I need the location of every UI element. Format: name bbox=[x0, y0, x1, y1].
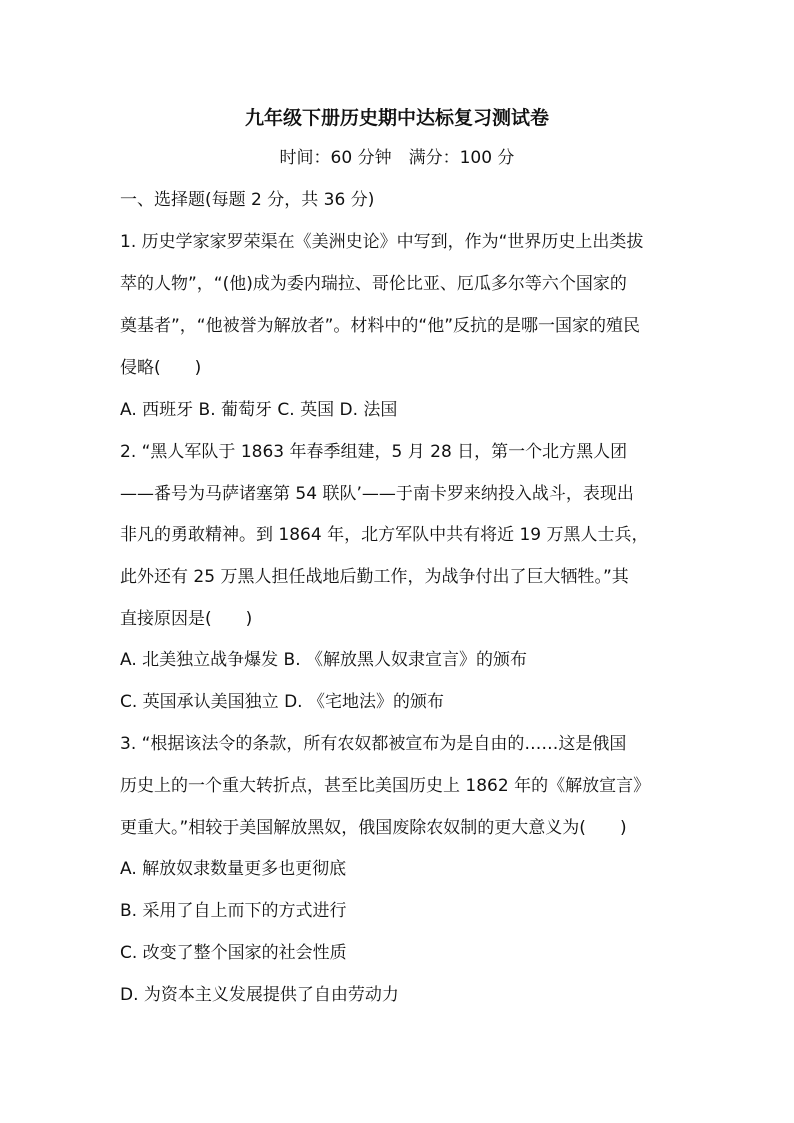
q2-line-3: 非凡的勇敢精神。到 1864 年，北方军队中共有将近 19 万黑人士兵， bbox=[120, 525, 649, 545]
exam-meta: 时间：60 分钟 满分：100 分 bbox=[279, 148, 515, 168]
q3-line-3: 更重大。”相较于美国解放黑奴，俄国废除农奴制的更大意义为( ) bbox=[120, 818, 627, 838]
q1-options: A. 西班牙 B. 葡萄牙 C. 英国 D. 法国 bbox=[120, 400, 398, 420]
q2-line-1: 2. “黑人军队于 1863 年春季组建，5 月 28 日，第一个北方黑人团 bbox=[120, 442, 628, 462]
q2-options-2: C. 英国承认美国独立 D. 《宅地法》的颁布 bbox=[120, 692, 444, 712]
q3-option-b: B. 采用了自上而下的方式进行 bbox=[120, 901, 347, 921]
exam-title: 九年级下册历史期中达标复习测试卷 bbox=[244, 107, 549, 129]
q2-options-1: A. 北美独立战争爆发 B. 《解放黑人奴隶宣言》的颁布 bbox=[120, 650, 528, 670]
q3-option-a: A. 解放奴隶数量更多也更彻底 bbox=[120, 859, 347, 879]
q3-option-c: C. 改变了整个国家的社会性质 bbox=[120, 943, 347, 963]
q1-line-3: 奠基者”，“他被誉为解放者”。材料中的“他”反抗的是哪一国家的殖民 bbox=[120, 316, 641, 336]
q1-line-2: 萃的人物”，“(他)成为委内瑞拉、哥伦比亚、厄瓜多尔等六个国家的 bbox=[120, 274, 627, 294]
q3-line-2: 历史上的一个重大转折点，甚至比美国历史上 1862 年的《解放宣言》 bbox=[120, 776, 651, 796]
q1-line-4: 侵略( ) bbox=[120, 358, 202, 378]
q3-option-d: D. 为资本主义发展提供了自由劳动力 bbox=[120, 985, 399, 1005]
q2-line-2: ——番号为马萨诸塞第 54 联队’——于南卡罗来纳投入战斗，表现出 bbox=[120, 484, 634, 504]
section-heading: 一、选择题(每题 2 分，共 36 分) bbox=[120, 190, 375, 210]
q1-line-1: 1. 历史学家家罗荣渠在《美洲史论》中写到，作为“世界历史上出类拔 bbox=[120, 232, 644, 252]
q2-line-4: 此外还有 25 万黑人担任战地后勤工作，为战争付出了巨大牺牲。”其 bbox=[120, 567, 629, 587]
q3-line-1: 3. “根据该法令的条款，所有农奴都被宣布为是自由的……这是俄国 bbox=[120, 734, 627, 754]
q2-line-5: 直接原因是( ) bbox=[120, 609, 253, 629]
